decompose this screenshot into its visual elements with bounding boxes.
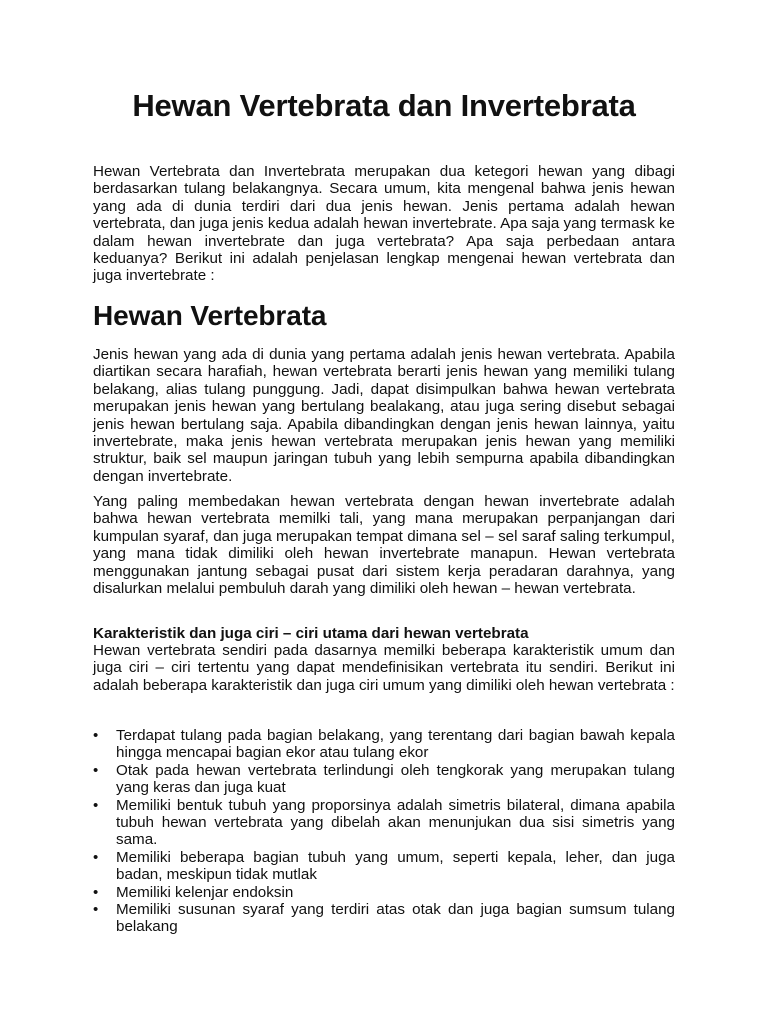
characteristics-subheading: Karakteristik dan juga ciri – ciri utama dari hewan vertebrata — [93, 625, 529, 642]
list-item-text: Memiliki susunan syaraf yang terdiri atas otak dan juga bagian sumsum tulang belakang — [116, 901, 675, 936]
list-item — [93, 901, 675, 936]
bullet-icon: • — [93, 761, 99, 779]
list-item-text: Memiliki kelenjar endoksin — [116, 883, 294, 901]
list-item-text: Memiliki beberapa bagian tubuh yang umum, seperti kepala, leher, dan juga badan, meskipun tidak mutlak — [116, 848, 675, 884]
list-item — [93, 849, 675, 884]
paragraph-difference: Yang paling membedakan hewan vertebrata dengan hewan invertebrate adalah bahwa hewan vertebrata memilki tali, yang mana merupakan perpanjangan dari kumpulan syaraf, dan juga merupakan tempat dimana sel – sel saraf saling terkumpul, yang mana tidak dimiliki oleh hewan invertebrate manapun. Hewan vertebrata menggunakan jantung sebagai pusat dari sistem kerja peradaran darahnya, yang disalurkan melalui pembuluh darah yang dimiliki oleh hewan – hewan vertebrata. — [93, 493, 675, 598]
list-item-text: Terdapat tulang pada bagian belakang, yang terentang dari bagian bawah kepala hingga mencapai bagian ekor atau tulang ekor — [116, 727, 675, 762]
characteristics-list — [93, 727, 675, 936]
list-item — [93, 727, 675, 762]
list-item — [93, 762, 675, 797]
intro-paragraph: Hewan Vertebrata dan Invertebrata merupakan dua ketegori hewan yang dibagi berdasarkan tulang belakangnya. Secara umum, kita mengenal bahwa jenis hewan yang ada di dunia terdiri dari dua jenis hewan. Jenis pertama adalah hewan vertebrata, dan juga jenis kedua adalah hewan invertebrate. Apa saja yang termask ke dalam hewan invertebrate dan juga vertebrata? Apa saja perbedaan antara keduanya? Berikut ini adalah penjelasan lengkap mengenai hewan vertebrata dan juga invertebrate : — [93, 163, 675, 285]
bullet-icon: • — [93, 883, 99, 901]
list-item-text: Otak pada hewan vertebrata terlindungi oleh tengkorak yang merupakan tulang yang keras dan juga kuat — [116, 761, 675, 797]
list-item-text: Memiliki bentuk tubuh yang proporsinya adalah simetris bilateral, dimana apabila tubuh hewan vertebrata yang dibelah akan menunjukan dua sisi simetris yang sama. — [116, 796, 675, 849]
bullet-icon: • — [93, 727, 99, 744]
list-item — [93, 884, 675, 901]
paragraph-characteristics: Hewan vertebrata sendiri pada dasarnya memilki beberapa karakteristik umum dan juga ciri – ciri tertentu yang dapat mendefinisikan vertebrata itu sendiri. Berikut ini adalah beberapa karakteristik dan juga ciri umum yang dimiliki oleh hewan vertebrata : — [93, 642, 675, 694]
section-heading: Hewan Vertebrata — [93, 300, 327, 331]
bullet-icon: • — [93, 796, 99, 814]
paragraph-definition: Jenis hewan yang ada di dunia yang pertama adalah jenis hewan vertebrata. Apabila diartikan secara harafiah, hewan vertebrata berarti jenis hewan yang memiliki tulang belakang, alias tulang punggung. Jadi, dapat disimpulkan bahwa hewan vertebrata merupakan jenis hewan yang bertulang bealakang, atau juga sering disebut sebagai jenis hewan bertulang saja. Apabila dibandingkan dengan jenis hewan lainnya, yaitu invertebrate, maka jenis hewan vertebrata merupakan jenis hewan yang memiliki struktur, baik sel maupun jaringan tubuh yang lebih sempurna apabila dibandingkan dengan invertebrate. — [93, 346, 675, 485]
bullet-icon: • — [93, 901, 99, 919]
bullet-icon: • — [93, 848, 99, 866]
list-item — [93, 797, 675, 849]
document-title: Hewan Vertebrata dan Invertebrata — [132, 88, 636, 123]
